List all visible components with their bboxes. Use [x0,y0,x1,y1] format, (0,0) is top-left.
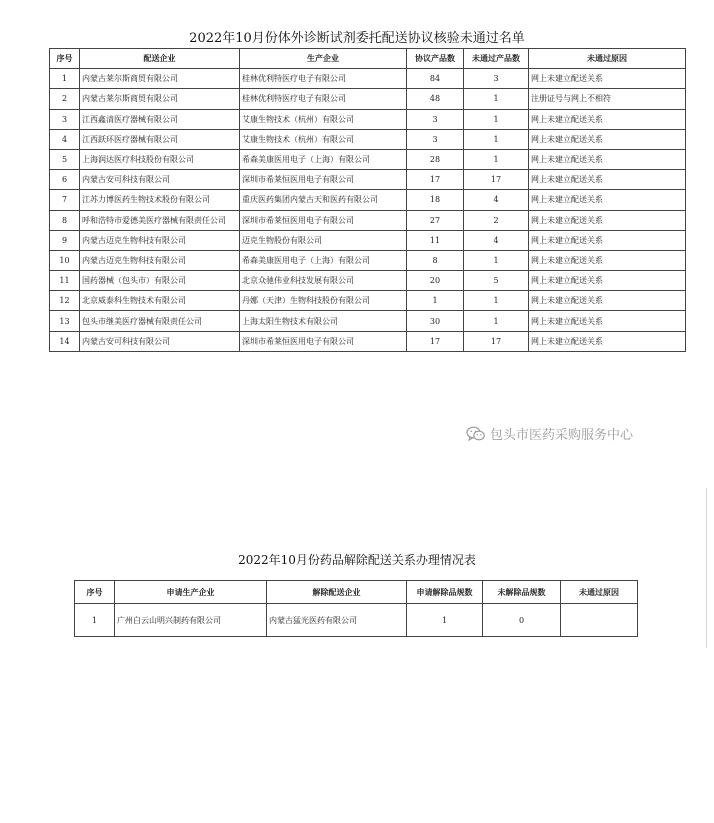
doc1-title: 2022年10月份体外诊断试剂委托配送协议核验未通过名单 [189,31,525,46]
header-applicant-manufacturer: 申请生产企业 [115,581,267,604]
cell-distributor: 内蒙古迈克生物科技有限公司 [80,250,240,270]
cell-manufacturer: 上海太阳生物技术有限公司 [240,311,407,331]
doc2-title: 2022年10月份药品解除配送关系办理情况表 [238,553,476,567]
table-row [50,250,686,270]
table-row [50,271,686,291]
cell-agreement-count: 11 [407,230,464,250]
cell-agreement-count: 27 [407,210,464,230]
doc2-header-row [75,581,638,604]
cell-failed-count: 1 [464,311,529,331]
cell-agreement-count: 28 [407,149,464,169]
header-manufacturer: 生产企业 [240,49,407,69]
cell-failed-count: 2 [464,210,529,230]
watermark [466,424,633,443]
cell-manufacturer: 深圳市希莱恒医用电子有限公司 [240,331,407,351]
header-failure-reason: 未通过原因 [529,49,686,69]
header-failure-reason: 未通过原因 [561,581,638,604]
cell-failure-reason: 网上未建立配送关系 [529,190,686,210]
cell-failed-count: 3 [464,69,529,89]
cell-manufacturer: 希森美康医用电子（上海）有限公司 [240,149,407,169]
cell-index: 4 [50,129,80,149]
cell-failure-reason: 网上未建立配送关系 [529,170,686,190]
cell-distributor: 内蒙古莱尔斯商贸有限公司 [80,69,240,89]
cell-failed-count: 4 [464,230,529,250]
header-agreement-count: 协议产品数 [407,49,464,69]
cell-distributor: 内蒙古迈克生物科技有限公司 [80,230,240,250]
header-requested-spec-count: 申请解除品规数 [407,581,483,604]
header-terminated-distributor: 解除配送企业 [267,581,407,604]
header-distributor: 配送企业 [80,49,240,69]
cell-failed-count: 1 [464,89,529,109]
table-row [75,604,638,637]
cell-failure-reason: 网上未建立配送关系 [529,149,686,169]
cell-failed-count: 1 [464,250,529,270]
cell-manufacturer: 丹娜（天津）生物科技股份有限公司 [240,291,407,311]
cell-agreement-count: 20 [407,271,464,291]
table-row [50,210,686,230]
watermark-text: 包头市医药采购服务中心 [490,428,634,443]
cell-distributor: 江西跃环医疗器械有限公司 [80,129,240,149]
table-row [50,69,686,89]
cell-failed-count: 4 [464,190,529,210]
cell-failure-reason: 网上未建立配送关系 [529,250,686,270]
cell-manufacturer: 艾康生物技术（杭州）有限公司 [240,129,407,149]
doc2-table [74,580,638,637]
cell-index: 5 [50,149,80,169]
cell-terminated-distributor: 内蒙古猛光医药有限公司 [267,604,407,637]
cell-index: 7 [50,190,80,210]
cell-manufacturer: 迈克生物股份有限公司 [240,230,407,250]
table-row [50,129,686,149]
header-index: 序号 [75,581,115,604]
table-row [50,311,686,331]
header-failed-count: 未通过产品数 [464,49,529,69]
cell-index: 14 [50,331,80,351]
cell-agreement-count: 17 [407,170,464,190]
cell-agreement-count: 18 [407,190,464,210]
table-row [50,291,686,311]
cell-manufacturer: 深圳市希莱恒医用电子有限公司 [240,170,407,190]
cell-distributor: 内蒙古安可科技有限公司 [80,170,240,190]
cell-manufacturer: 北京众驰伟业科技发展有限公司 [240,271,407,291]
cell-unresolved-spec-count: 0 [483,604,561,637]
cell-manufacturer: 深圳市希莱恒医用电子有限公司 [240,210,407,230]
cell-failed-count: 1 [464,149,529,169]
cell-failure-reason: 网上未建立配送关系 [529,291,686,311]
cell-index: 6 [50,170,80,190]
cell-manufacturer: 重庆医药集团内蒙古天和医药有限公司 [240,190,407,210]
cell-distributor: 内蒙古莱尔斯商贸有限公司 [80,89,240,109]
cell-failure-reason: 网上未建立配送关系 [529,271,686,291]
cell-failure-reason: 网上未建立配送关系 [529,210,686,230]
cell-agreement-count: 84 [407,69,464,89]
cell-distributor: 江苏力博医药生物技术股份有限公司 [80,190,240,210]
cell-distributor: 内蒙古安可科技有限公司 [80,331,240,351]
table-row [50,89,686,109]
cell-agreement-count: 3 [407,109,464,129]
cell-distributor: 呼和浩特市爱德美医疗器械有限责任公司 [80,210,240,230]
cell-distributor: 包头市继美医疗器械有限责任公司 [80,311,240,331]
cell-index: 10 [50,250,80,270]
table-row [50,331,686,351]
cell-agreement-count: 48 [407,89,464,109]
header-unresolved-spec-count: 未解除品规数 [483,581,561,604]
cell-index: 12 [50,291,80,311]
cell-index: 3 [50,109,80,129]
cell-index: 11 [50,271,80,291]
cell-failure-reason: 网上未建立配送关系 [529,69,686,89]
cell-index: 13 [50,311,80,331]
doc1-header-row [50,49,686,69]
cell-index: 8 [50,210,80,230]
table-row [50,109,686,129]
cell-applicant-manufacturer: 广州白云山明兴制药有限公司 [115,604,267,637]
cell-failed-count: 1 [464,129,529,149]
table-row [50,230,686,250]
cell-failed-count: 1 [464,291,529,311]
cell-distributor: 上海润达医疗科技股份有限公司 [80,149,240,169]
cell-manufacturer: 桂林优利特医疗电子有限公司 [240,89,407,109]
table-row [50,170,686,190]
scan-edge-line [706,488,707,648]
cell-failed-count: 5 [464,271,529,291]
cell-failure-reason: 网上未建立配送关系 [529,230,686,250]
cell-distributor: 北京威泰科生物技术有限公司 [80,291,240,311]
cell-failure-reason: 网上未建立配送关系 [529,311,686,331]
cell-failed-count: 17 [464,331,529,351]
cell-distributor: 江西鑫清医疗器械有限公司 [80,109,240,129]
cell-manufacturer: 艾康生物技术（杭州）有限公司 [240,109,407,129]
cell-failure-reason: 网上未建立配送关系 [529,109,686,129]
doc1-table [49,48,686,352]
cell-index: 1 [75,604,115,637]
cell-agreement-count: 30 [407,311,464,331]
cell-distributor: 国药器械（包头市）有限公司 [80,271,240,291]
table-row [50,149,686,169]
cell-agreement-count: 1 [407,291,464,311]
cell-manufacturer: 希森美康医用电子（上海）有限公司 [240,250,407,270]
cell-failed-count: 1 [464,109,529,129]
cell-failure-reason: 网上未建立配送关系 [529,129,686,149]
cell-manufacturer: 桂林优利特医疗电子有限公司 [240,69,407,89]
cell-failure-reason [561,604,638,637]
table-row [50,190,686,210]
wechat-icon [466,426,486,442]
cell-agreement-count: 8 [407,250,464,270]
cell-index: 1 [50,69,80,89]
cell-index: 2 [50,89,80,109]
cell-index: 9 [50,230,80,250]
cell-failure-reason: 注册证号与网上不相符 [529,89,686,109]
cell-failure-reason: 网上未建立配送关系 [529,331,686,351]
cell-failed-count: 17 [464,170,529,190]
header-index: 序号 [50,49,80,69]
cell-agreement-count: 3 [407,129,464,149]
cell-requested-spec-count: 1 [407,604,483,637]
cell-agreement-count: 17 [407,331,464,351]
